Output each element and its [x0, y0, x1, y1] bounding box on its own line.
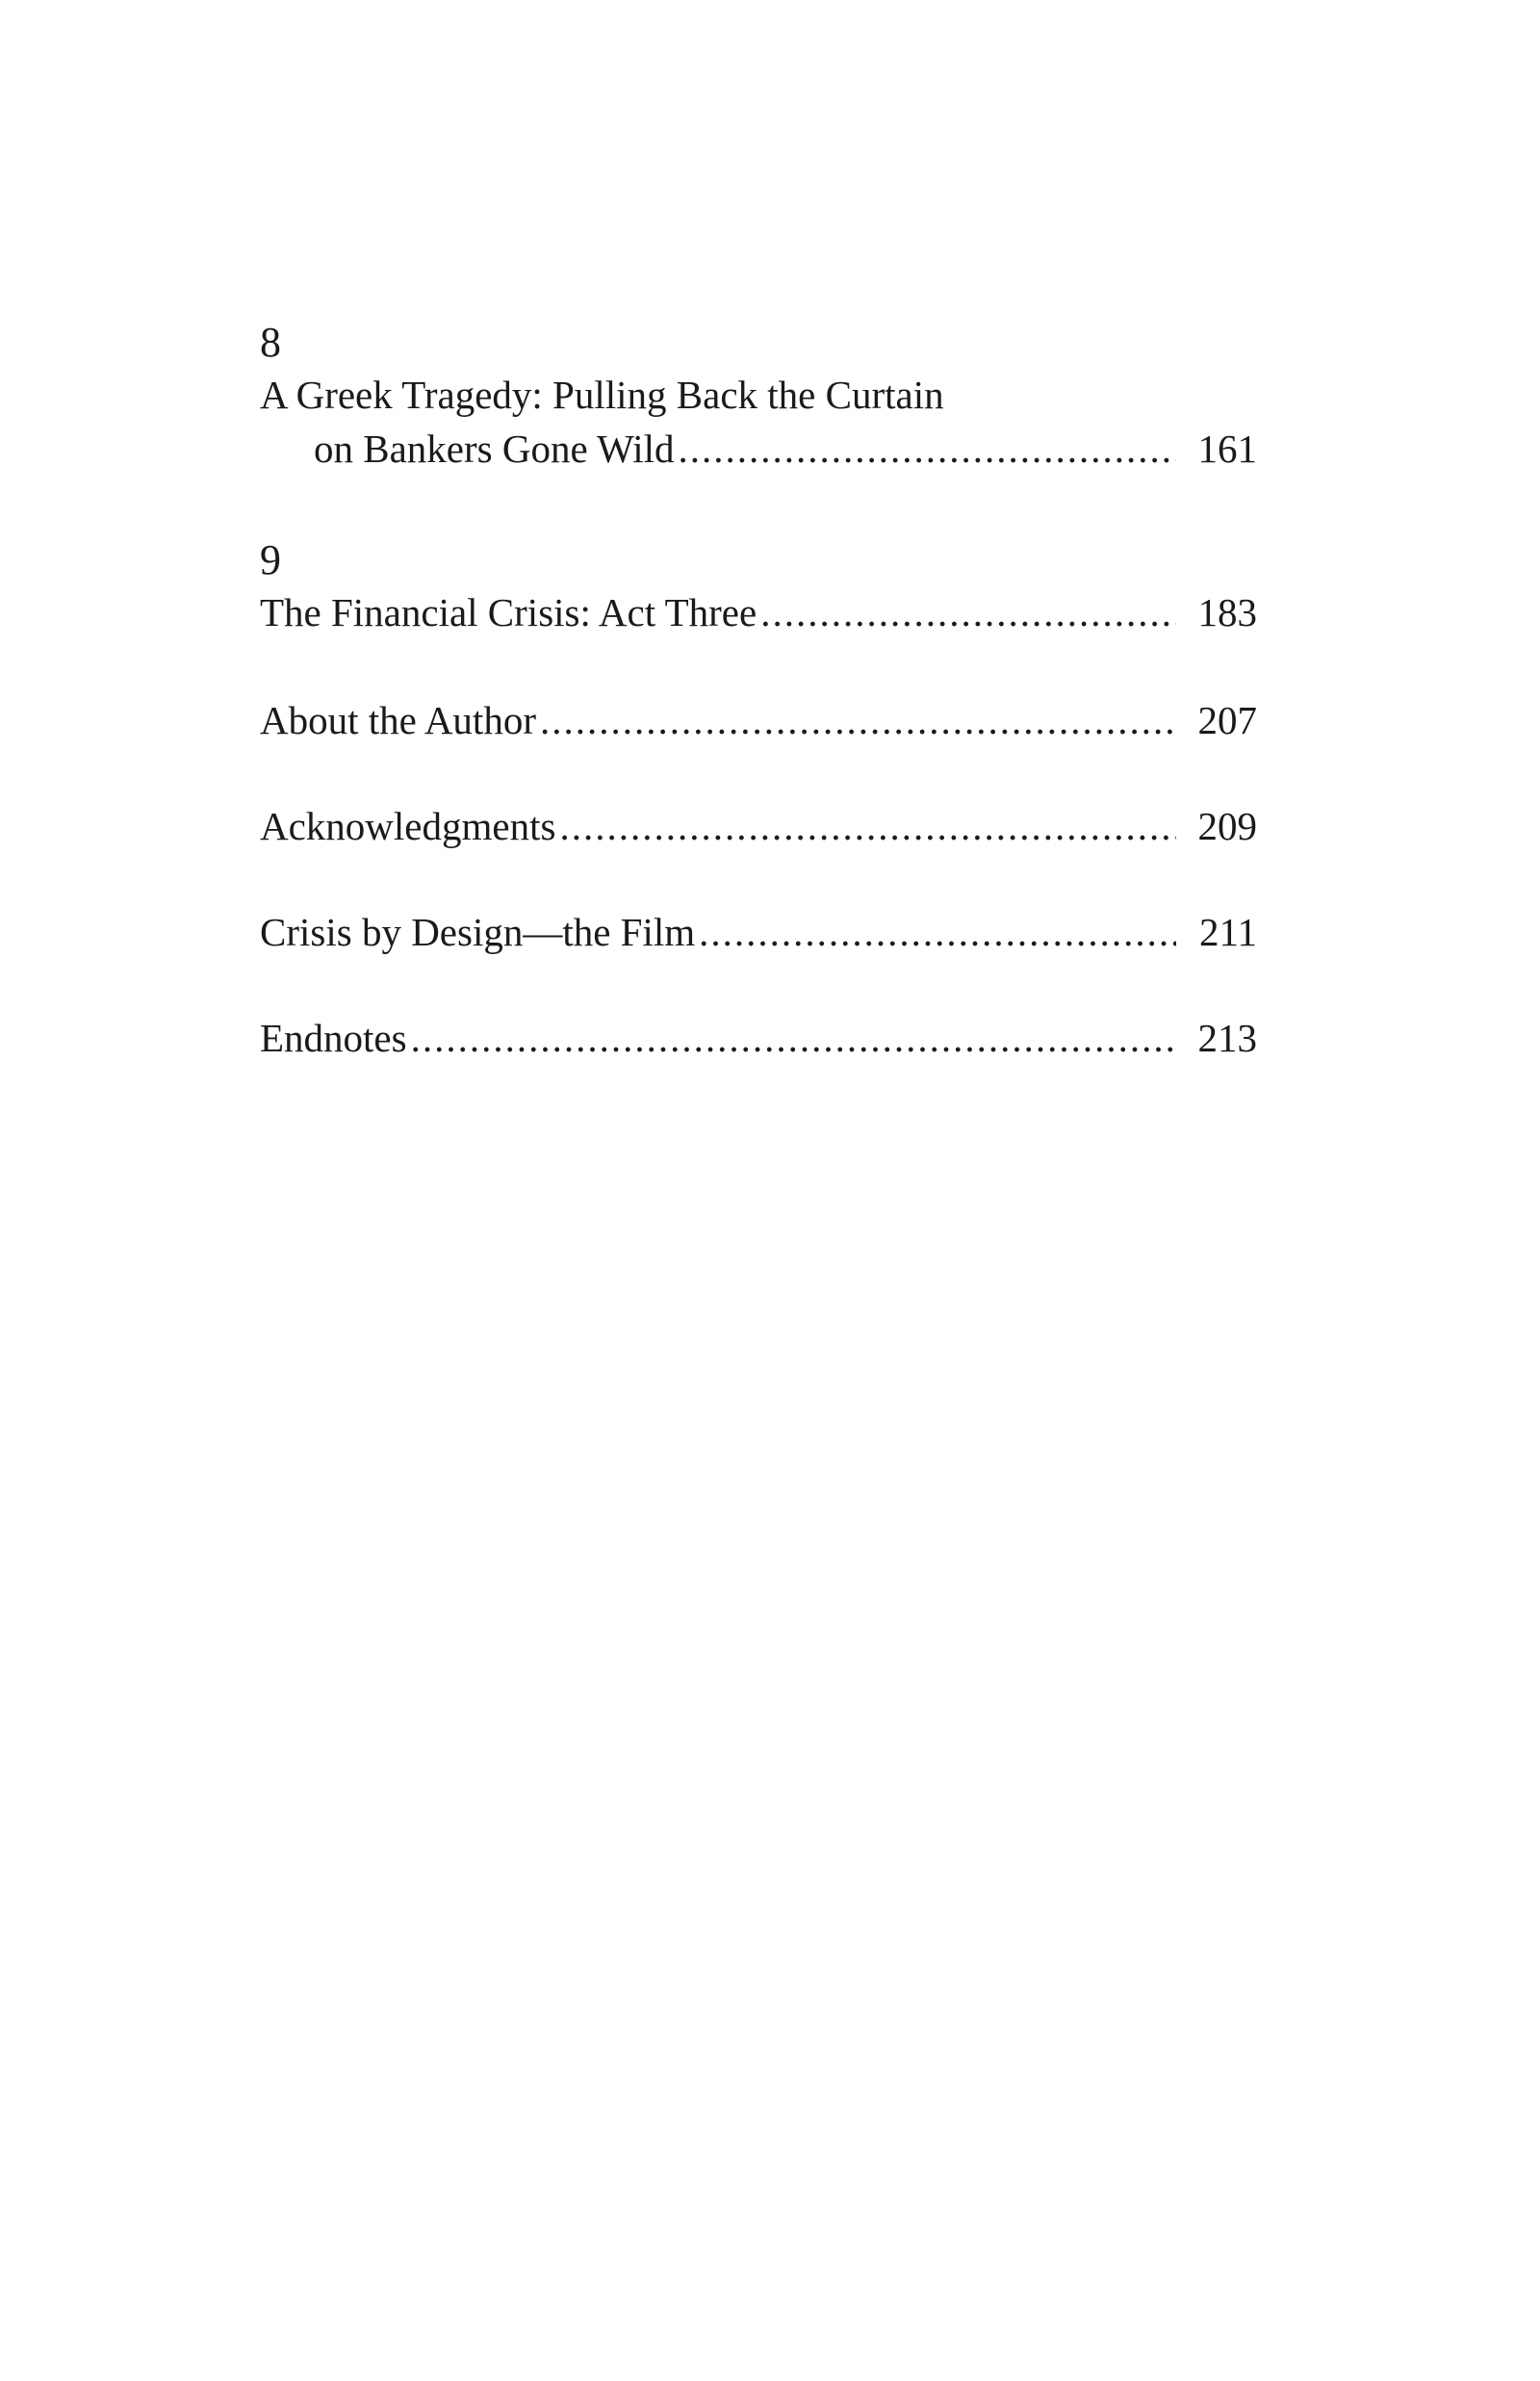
entry-line — [260, 905, 1257, 959]
entry-line — [260, 585, 1257, 639]
entry-title: Endnotes — [260, 1016, 407, 1060]
toc-entry-acknowledgments[interactable] — [260, 799, 1257, 853]
page-number: 211 — [1199, 910, 1257, 954]
page-number: 183 — [1197, 590, 1257, 634]
toc-entry-film[interactable] — [260, 905, 1257, 959]
entry-title: The Financial Crisis: Act Three — [260, 590, 757, 634]
toc-chapter-8 — [260, 318, 1257, 476]
dot-leader — [540, 693, 1176, 747]
page-number: 207 — [1197, 698, 1257, 742]
entry-line — [260, 1011, 1257, 1065]
toc-entry-about-the-author[interactable] — [260, 693, 1257, 747]
entry-line — [260, 693, 1257, 747]
toc-entry-chapter-8[interactable] — [260, 368, 1257, 476]
table-of-contents — [260, 318, 1257, 1065]
dot-leader — [699, 905, 1176, 959]
toc-entry-endnotes[interactable] — [260, 1011, 1257, 1065]
page-number: 161 — [1197, 427, 1257, 471]
entry-title-continued: on Bankers Gone Wild — [314, 427, 675, 471]
chapter-number: 9 — [260, 536, 281, 583]
dot-leader — [679, 422, 1176, 476]
entry-title: Crisis by Design—the Film — [260, 910, 696, 954]
entry-title: A Greek Tragedy: Pulling Back the Curtain — [260, 373, 944, 417]
toc-chapter-9 — [260, 535, 1257, 639]
entry-title-line-2 — [260, 422, 1257, 476]
dot-leader — [559, 799, 1176, 853]
entry-line — [260, 799, 1257, 853]
dot-leader — [760, 585, 1176, 639]
dot-leader — [411, 1011, 1176, 1065]
chapter-number: 8 — [260, 319, 281, 366]
entry-title: About the Author — [260, 698, 536, 742]
page-number: 213 — [1197, 1016, 1257, 1060]
entry-title: Acknowledgments — [260, 804, 556, 848]
toc-entry-chapter-9[interactable] — [260, 585, 1257, 639]
page-number: 209 — [1197, 804, 1257, 848]
entry-title-line-1 — [260, 368, 1257, 422]
